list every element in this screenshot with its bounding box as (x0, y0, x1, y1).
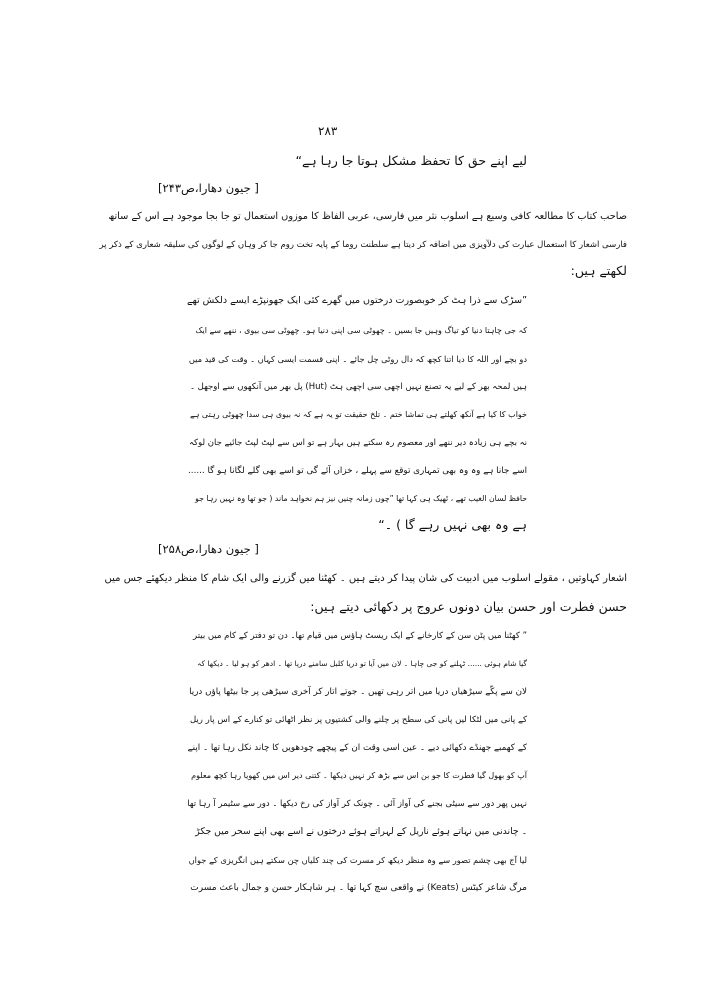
quote-line: آپ کو بھول گیا فطرت کا جو بن اس سے بڑھ کر نہیں دیکھا ۔ کتنی دیر اس میں کھویا رہا کچھ معلوم (191, 771, 527, 780)
quote-line: ۔ چاندنی میں نہاتے ہوئے ناریل کے لہراتے ہوئے درختوں نے اسے بھی اپنے سحر میں جکڑ (195, 826, 527, 837)
quote-line: گیا شام ہوئی ...... ٹہلنے کو جی چاہا ۔ لان میں آیا تو دریا کلبل سامنے دریا تھا ۔ ادھر کو ہو لیا ۔ دیکھا کہ (197, 659, 527, 668)
quote-line: خواب کا کیا ہے آنکھ کھلتے ہی تماشا ختم ۔ تلخ حقیقت تو یہ ہے کہ نہ بیوی ہی سدا چھوٹی رہتی ہے (190, 410, 527, 419)
quote-line: کے کھمبے جھنڈے دکھائی دیے ۔ عین اسی وقت ان کے پیچھے چودھویں کا چاند نکل رہا تھا ۔ اپنے (187, 743, 527, 753)
quote-line: ہیں لمحہ بھر کے لیے یہ تصنع نہیں اچھی سی اچھی ہٹ (Hut) پل بھر میں آنکھوں سے اوجھل ۔ (189, 382, 527, 392)
paragraph-line: فارسی اشعار کا استعمال عبارت کی دلآویزی میں اضافہ کر دیتا ہے سلطنت روما کے پایہ تخت روم جا کر وہاں کے لوگوں کی سلیقہ شعاری کے ذکر پر (99, 240, 627, 250)
quote-closing-line: لیے اپنے حق کا تحفظ مشکل ہوتا جا رہا ہے“ (295, 153, 527, 168)
citation-reference: [ جیون دھارا،ص۲۴۳] (158, 181, 259, 195)
quote-line: مرگ شاعر کیٹس (Keats) نے واقعی سچ کہا تھا ۔ ہر شاہکار حسن و جمال باعث مسرت (190, 883, 527, 893)
paragraph-line: حسن فطرت اور حسن بیان دونوں عروج پر دکھائی دیتے ہیں: (310, 599, 627, 614)
page-number: ۲۸۳ (318, 124, 338, 138)
quote-line: دو بچے اور اللہ کا دیا اتنا کچھ کہ دال روٹی چل جائے ۔ اپنی قسمت ایسی کہاں ۔ وقت کی قید میں (188, 354, 527, 364)
citation-reference: [ جیون دھارا،ص۲۵۸] (158, 542, 259, 556)
quote-line: کہ جی چاہتا دنیا کو تیاگ وہیں جا بسیں ۔ چھوٹی سی اپنی دنیا ہو۔ چھوٹی سی بیوی ، ننھے سے ایک (195, 326, 527, 335)
quote-line: ” کھٹنا میں پٹن سن کے کارخانے کے ایک ریسٹ ہاؤس میں قیام تھا۔ دن تو دفتر کے کام میں بیتر (193, 631, 527, 641)
paragraph-line: اشعار کہاوتیں ، مقولے اسلوب میں ادبیت کی شان پیدا کر دیتے ہیں ۔ کھٹنا میں گزرنے والی ایک شام کا منظر دیکھئے جس میں (104, 573, 627, 584)
quote-line: کے پانی میں لٹکا لیں پانی کی سطح پر چلنے والی کشتیوں پر نظر اٹھائی تو کنارے کے اس پار ریل (190, 715, 527, 725)
quote-line: لیا آج بھی چشم تصور سے وہ منظر دیکھ کر مسرت کی چند کلیاں چن سکتے ہیں انگریزی کے جواں (188, 855, 527, 865)
quote-line: حافظ لسان الغیب تھے ، ٹھیک ہی کہا تھا ”چوں زمانہ چنیں نیز ہم نخواہد ماند ( جو تھا وہ نہیں رہا جو (195, 494, 527, 503)
quote-line: لان سے پکّے سیڑھیاں دریا میں اتر رہی تھیں ۔ جوتے اتار کر آخری سیڑھی پر جا بیٹھا پاؤں دریا (189, 687, 527, 697)
quote-line: نہیں پھر دور سے سیٹی بجنے کی آواز آئی ۔ چونک کر آواز کی رخ دیکھا ۔ دور سے سٹیمر آ رہا تھا (187, 799, 527, 809)
quote-line: ”سڑک سے ذرا ہٹ کر خوبصورت درختوں میں گھرے کئی ایک جھونپڑے ایسے دلکش تھے (187, 295, 527, 306)
quote-line: اسے جانا ہے وہ وہ بھی تمہاری توقع سے پہلے ، خزاں آئے گی تو اسے بھی گلے لگانا ہو گا ...... (188, 466, 527, 476)
quote-line: نہ بچے ہی زیادہ دیر ننھے اور معصوم رہ سکتے ہیں بہار ہے تو اس سے لپٹ لپٹ جائیے جان لوکہ (189, 438, 527, 448)
paragraph-line: لکھتے ہیں: (570, 263, 627, 278)
paragraph-line: صاحب کتاب کا مطالعہ کافی وسیع ہے اسلوب نثر میں فارسی، عربی الفاظ کا موزوں استعمال تو جا بجا موجود ہے اس کے ساتھ (108, 211, 627, 222)
quote-line: ہے وہ بھی نہیں رہے گا ) ۔“ (378, 517, 527, 532)
